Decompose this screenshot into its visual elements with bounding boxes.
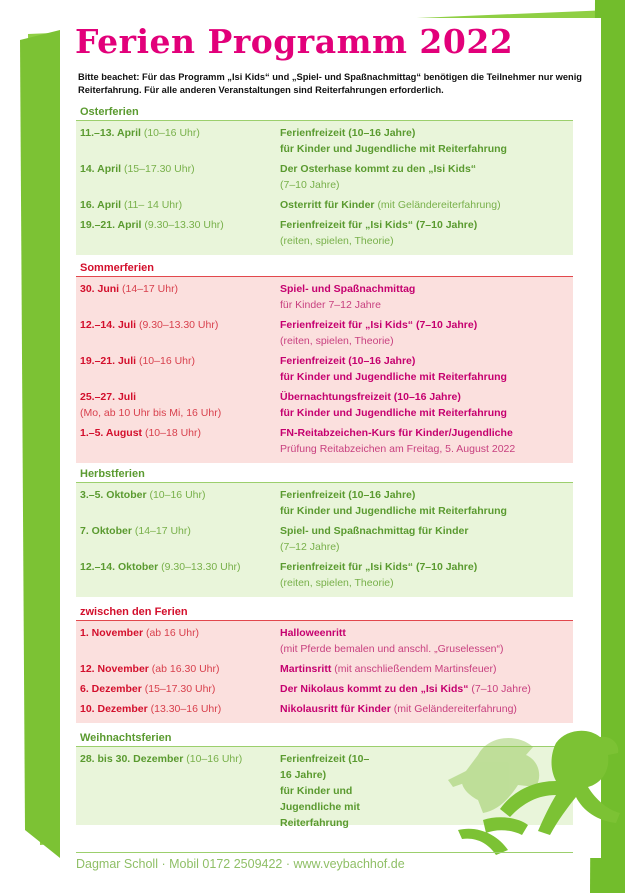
time: (13.30–16 Uhr) [150,703,222,715]
date: 7. Oktober [80,525,132,537]
event-note: (mit anschließendem Martinsfeuer) [334,663,497,675]
event-title: Osterritt für Kinder [280,199,375,211]
event-subtitle: für Kinder und Jugendliche mit Reiterfahrung [280,407,507,419]
list-item [76,281,573,313]
list-item [76,625,573,657]
event-title: Nikolausritt für Kinder [280,703,391,715]
event-title: Ferienfreizeit für „Isi Kids“ (7–10 Jahre) [280,219,478,231]
event-title: Übernachtungsfreizeit (10–16 Jahre) [280,391,461,403]
time: (ab 16 Uhr) [145,627,200,639]
date: 12.–14. Oktober [80,561,159,573]
time: (9.30–13.30 Uhr) [138,319,219,331]
time: (9.30–13.30 Uhr) [161,561,241,573]
list-item [76,681,573,697]
time: (11– 14 Uhr) [123,199,183,211]
list-item [76,197,573,213]
list-item [76,559,573,591]
event-note: (7–10 Jahre) [471,683,531,695]
time: (14–17 Uhr) [122,283,179,295]
section-heading: Sommerferien [76,260,573,277]
date: 16. April [80,199,122,211]
footer-contact: Dagmar Scholl · Mobil 0172 2509422 · www.veybachhof.de [76,857,405,871]
section-heading: Herbstferien [76,466,573,483]
list-item [76,217,573,249]
section-body [76,277,573,463]
event-subtitle: für Kinder und Jugendliche mit Reiterfahrung [280,785,360,829]
time: (10–16 Uhr) [149,489,206,501]
section-sommerferien [76,260,573,463]
time: (9.30–13.30 Uhr) [144,219,224,231]
date: 28. bis 30. Dezember [80,753,184,765]
horse-illustration [438,725,625,860]
time: (10–16 Uhr) [186,753,243,765]
date: 6. Dezember [80,683,142,695]
date: 11.–13. April [80,127,141,139]
section-zwischen-den-ferien [76,604,573,723]
list-item [76,353,573,385]
event-note: (7–12 Jahre) [280,541,340,553]
date: 1. November [80,627,144,639]
event-note: (reiten, spielen, Theorie) [280,235,394,247]
section-heading: Osterferien [76,104,573,121]
date: 19.–21. April [80,219,142,231]
time: (ab 16.30 Uhr) [151,663,220,675]
list-item [76,389,573,421]
event-note: (mit Pferde bemalen und anschl. „Gruselessen“) [280,643,504,655]
event-note: (mit Geländereiterfahrung) [393,703,517,715]
date: 12. November [80,663,149,675]
date: 1.–5. August [80,427,143,439]
event-note: (7–10 Jahre) [280,179,340,191]
time: (Mo, ab 10 Uhr bis Mi, 16 Uhr) [80,407,222,419]
list-item [76,487,573,519]
event-title: Ferienfreizeit für „Isi Kids“ (7–10 Jahre) [280,561,478,573]
event-note: für Kinder 7–12 Jahre [280,299,381,311]
date: 19.–21. Juli [80,355,137,367]
section-body [76,121,573,255]
event-note: (mit Geländereiterfahrung) [377,199,501,211]
list-item [76,125,573,157]
intro-text: Bitte beachet: Für das Programm „Isi Kids“ und „Spiel- und Spaßnachmittag“ benötigen die Teilnehmer nur wenig Reiterfahrung. Für alle anderen Veranstaltungen sind Reiterfahrungen erforderlich. [78,72,582,95]
date: 25.–27. Juli [80,391,137,403]
list-item [76,317,573,349]
time: (15–17.30 Uhr) [123,163,195,175]
time: (10–16 Uhr) [143,127,200,139]
event-title: FN-Reitabzeichen-Kurs für Kinder/Jugendliche [280,427,513,439]
list-item [76,661,573,677]
date: 3.–5. Oktober [80,489,147,501]
event-subtitle: für Kinder und Jugendliche mit Reiterfahrung [280,371,507,383]
date: 30. Juni [80,283,120,295]
section-herbstferien [76,466,573,597]
event-title: Ferienfreizeit (10–16 Jahre) [280,355,416,367]
time: (15–17.30 Uhr) [144,683,216,695]
time: (14–17 Uhr) [134,525,191,537]
section-body [76,621,573,723]
footer-divider [76,852,573,853]
event-subtitle: für Kinder und Jugendliche mit Reiterfahrung [280,505,507,517]
event-title: Ferienfreizeit für „Isi Kids“ (7–10 Jahre) [280,319,478,331]
list-item [76,523,573,555]
event-title: Martinsritt [280,663,332,675]
event-title: Spiel- und Spaßnachmittag [280,283,416,295]
event-note: Prüfung Reitabzeichen am Freitag, 5. August 2022 [280,443,516,455]
event-title: Ferienfreizeit (10–16 Jahre) [280,753,370,781]
event-title: Ferienfreizeit (10–16 Jahre) [280,489,416,501]
list-item [76,701,573,717]
time: (10–16 Uhr) [138,355,195,367]
event-subtitle: für Kinder und Jugendliche mit Reiterfahrung [280,143,507,155]
section-osterferien [76,104,573,255]
event-note: (reiten, spielen, Theorie) [280,335,394,347]
event-note: (reiten, spielen, Theorie) [280,577,394,589]
date: 14. April [80,163,122,175]
section-heading: zwischen den Ferien [76,604,573,621]
event-title: Ferienfreizeit (10–16 Jahre) [280,127,416,139]
date: 10. Dezember [80,703,148,715]
page-title: Ferien Programm 2022 [75,22,514,61]
list-item [76,161,573,193]
event-title: Halloweenritt [280,627,346,639]
event-title: Spiel- und Spaßnachmittag für Kinder [280,525,469,537]
date: 12.–14. Juli [80,319,137,331]
event-title: Der Nikolaus kommt zu den „Isi Kids“ [280,683,469,695]
section-body [76,483,573,597]
section-heading: Weihnachtsferien [76,730,573,747]
time: (10–18 Uhr) [144,427,201,439]
event-title: Der Osterhase kommt zu den „Isi Kids“ [280,163,477,175]
list-item [76,425,573,457]
